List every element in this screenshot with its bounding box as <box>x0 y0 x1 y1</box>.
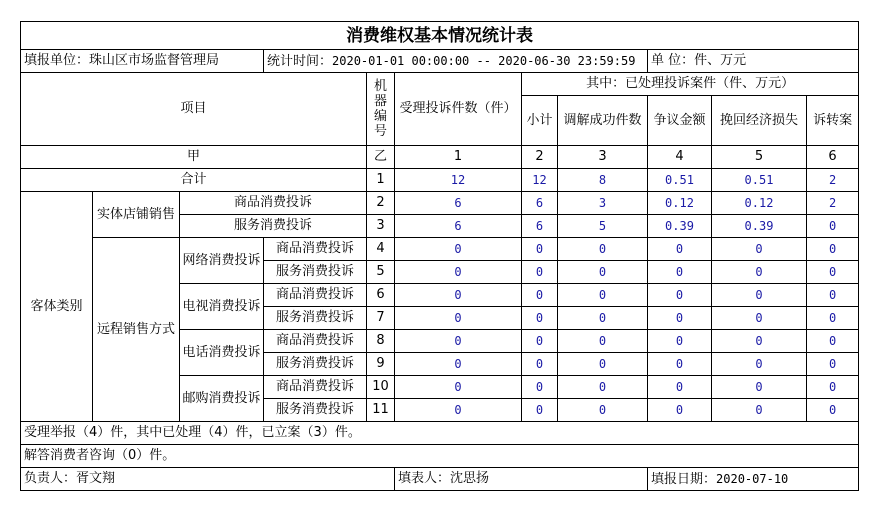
row-value: 0 <box>648 330 712 353</box>
row-value: 0 <box>558 353 648 376</box>
index-col-4: 4 <box>648 146 712 169</box>
row-value: 0 <box>712 307 807 330</box>
row-value: 0 <box>712 330 807 353</box>
row-label: 服务消费投诉 <box>264 261 367 284</box>
row-code: 10 <box>367 376 395 399</box>
total-value: 0.51 <box>712 169 807 192</box>
accepted-header: 受理投诉件数（件） <box>395 73 522 146</box>
row-value: 0 <box>522 261 558 284</box>
row-value: 0 <box>558 399 648 422</box>
row-value: 0 <box>648 238 712 261</box>
transferred-header: 诉转案 <box>807 96 859 146</box>
row-value: 2 <box>807 192 859 215</box>
row-value: 0 <box>395 330 522 353</box>
row-label: 商品消费投诉 <box>180 192 367 215</box>
row-value: 0 <box>558 307 648 330</box>
index-code: 乙 <box>367 146 395 169</box>
row-value: 0 <box>522 330 558 353</box>
row-value: 6 <box>395 192 522 215</box>
recovered-header: 挽回经济损失 <box>712 96 807 146</box>
row-label: 商品消费投诉 <box>264 376 367 399</box>
row-value: 0.12 <box>712 192 807 215</box>
total-value: 12 <box>395 169 522 192</box>
report-note: 受理举报（4）件，其中已处理（4）件，已立案（3）件。 <box>21 422 859 445</box>
consult-note-row <box>21 445 859 468</box>
row-value: 0 <box>807 238 859 261</box>
row-code: 2 <box>367 192 395 215</box>
header-row-1 <box>21 73 859 96</box>
row-value: 0 <box>558 330 648 353</box>
row-code: 4 <box>367 238 395 261</box>
row-value: 0 <box>712 376 807 399</box>
row-code: 5 <box>367 261 395 284</box>
row-label: 服务消费投诉 <box>180 215 367 238</box>
row-value: 0 <box>712 284 807 307</box>
index-row <box>21 146 859 169</box>
statistics-table <box>20 21 859 491</box>
row-code: 11 <box>367 399 395 422</box>
row-value: 0 <box>712 353 807 376</box>
phone-label: 电话消费投诉 <box>180 330 264 376</box>
item-header: 项目 <box>21 73 367 146</box>
report-note-row <box>21 422 859 445</box>
row-value: 0.12 <box>648 192 712 215</box>
fill-date <box>648 468 859 491</box>
row-value: 0 <box>648 284 712 307</box>
total-value: 8 <box>558 169 648 192</box>
total-label: 合计 <box>21 169 367 192</box>
row-value: 0 <box>648 399 712 422</box>
row-value: 6 <box>522 215 558 238</box>
row-label: 服务消费投诉 <box>264 307 367 330</box>
statistics-report <box>20 21 859 491</box>
row-label: 商品消费投诉 <box>264 330 367 353</box>
physical-store-label: 实体店铺销售 <box>93 192 180 238</box>
row-value: 0 <box>522 284 558 307</box>
row-value: 0.39 <box>712 215 807 238</box>
statistics-period <box>264 50 648 73</box>
period-label: 统计时间： <box>267 53 333 69</box>
fill-date-label: 填报日期： <box>651 471 717 487</box>
mail-label: 邮购消费投诉 <box>180 376 264 422</box>
index-label: 甲 <box>21 146 367 169</box>
row-code: 9 <box>367 353 395 376</box>
index-col-6: 6 <box>807 146 859 169</box>
row-label: 商品消费投诉 <box>264 238 367 261</box>
row-value: 0 <box>648 353 712 376</box>
report-title: 消费维权基本情况统计表 <box>21 22 859 50</box>
index-col-1: 1 <box>395 146 522 169</box>
period-value: 2020-01-01 00:00:00 -- 2020-06-30 23:59:59 <box>332 53 636 68</box>
row-value: 0 <box>395 307 522 330</box>
row-value: 0 <box>522 376 558 399</box>
subtotal-header: 小计 <box>522 96 558 146</box>
meta-row <box>21 50 859 73</box>
row-value: 6 <box>395 215 522 238</box>
row-value: 0 <box>522 307 558 330</box>
index-col-5: 5 <box>712 146 807 169</box>
row-value: 0 <box>712 261 807 284</box>
row-code: 6 <box>367 284 395 307</box>
row-value: 0.39 <box>648 215 712 238</box>
row-value: 0 <box>648 261 712 284</box>
row-value: 0 <box>558 261 648 284</box>
row-value: 0 <box>558 238 648 261</box>
row-label: 服务消费投诉 <box>264 399 367 422</box>
row-value: 0 <box>807 353 859 376</box>
table-row <box>21 238 859 261</box>
row-value: 0 <box>648 307 712 330</box>
total-value: 0.51 <box>648 169 712 192</box>
row-value: 0 <box>558 376 648 399</box>
fill-date-value: 2020-07-10 <box>716 471 789 486</box>
footer-row <box>21 468 859 491</box>
measurement-unit: 单 位：件、万元 <box>648 50 859 73</box>
index-col-3: 3 <box>558 146 648 169</box>
row-value: 0 <box>807 330 859 353</box>
row-code: 7 <box>367 307 395 330</box>
row-value: 0 <box>395 376 522 399</box>
form-filler: 填表人：沈思扬 <box>395 468 648 491</box>
total-value: 12 <box>522 169 558 192</box>
remote-sales-label: 远程销售方式 <box>93 238 180 422</box>
code-header: 机器编号 <box>367 73 395 146</box>
row-code: 3 <box>367 215 395 238</box>
row-value: 0 <box>648 376 712 399</box>
category-label: 客体类别 <box>21 192 93 422</box>
row-value: 0 <box>807 376 859 399</box>
index-col-2: 2 <box>522 146 558 169</box>
handled-group-header: 其中：已处理投诉案件（件、万元） <box>522 73 859 96</box>
total-code: 1 <box>367 169 395 192</box>
row-value: 6 <box>522 192 558 215</box>
row-value: 0 <box>395 284 522 307</box>
consult-note: 解答消费者咨询（0）件。 <box>21 445 859 468</box>
title-row <box>21 22 859 50</box>
row-label: 服务消费投诉 <box>264 353 367 376</box>
row-value: 0 <box>395 261 522 284</box>
row-value: 0 <box>807 399 859 422</box>
row-value: 0 <box>395 353 522 376</box>
row-value: 5 <box>558 215 648 238</box>
row-value: 3 <box>558 192 648 215</box>
row-value: 0 <box>522 238 558 261</box>
row-value: 0 <box>558 284 648 307</box>
row-value: 0 <box>522 353 558 376</box>
row-value: 0 <box>807 215 859 238</box>
row-value: 0 <box>522 399 558 422</box>
row-value: 0 <box>395 399 522 422</box>
total-value: 2 <box>807 169 859 192</box>
row-value: 0 <box>807 261 859 284</box>
reporting-unit: 填报单位：珠山区市场监督管理局 <box>21 50 264 73</box>
responsible-person: 负责人：胥文翔 <box>21 468 395 491</box>
row-label: 商品消费投诉 <box>264 284 367 307</box>
row-value: 0 <box>712 399 807 422</box>
row-code: 8 <box>367 330 395 353</box>
row-value: 0 <box>395 238 522 261</box>
amount-header: 争议金额 <box>648 96 712 146</box>
network-label: 网络消费投诉 <box>180 238 264 284</box>
total-row <box>21 169 859 192</box>
row-value: 0 <box>712 238 807 261</box>
row-value: 0 <box>807 284 859 307</box>
table-row <box>21 192 859 215</box>
row-value: 0 <box>807 307 859 330</box>
tv-label: 电视消费投诉 <box>180 284 264 330</box>
mediated-header: 调解成功件数 <box>558 96 648 146</box>
